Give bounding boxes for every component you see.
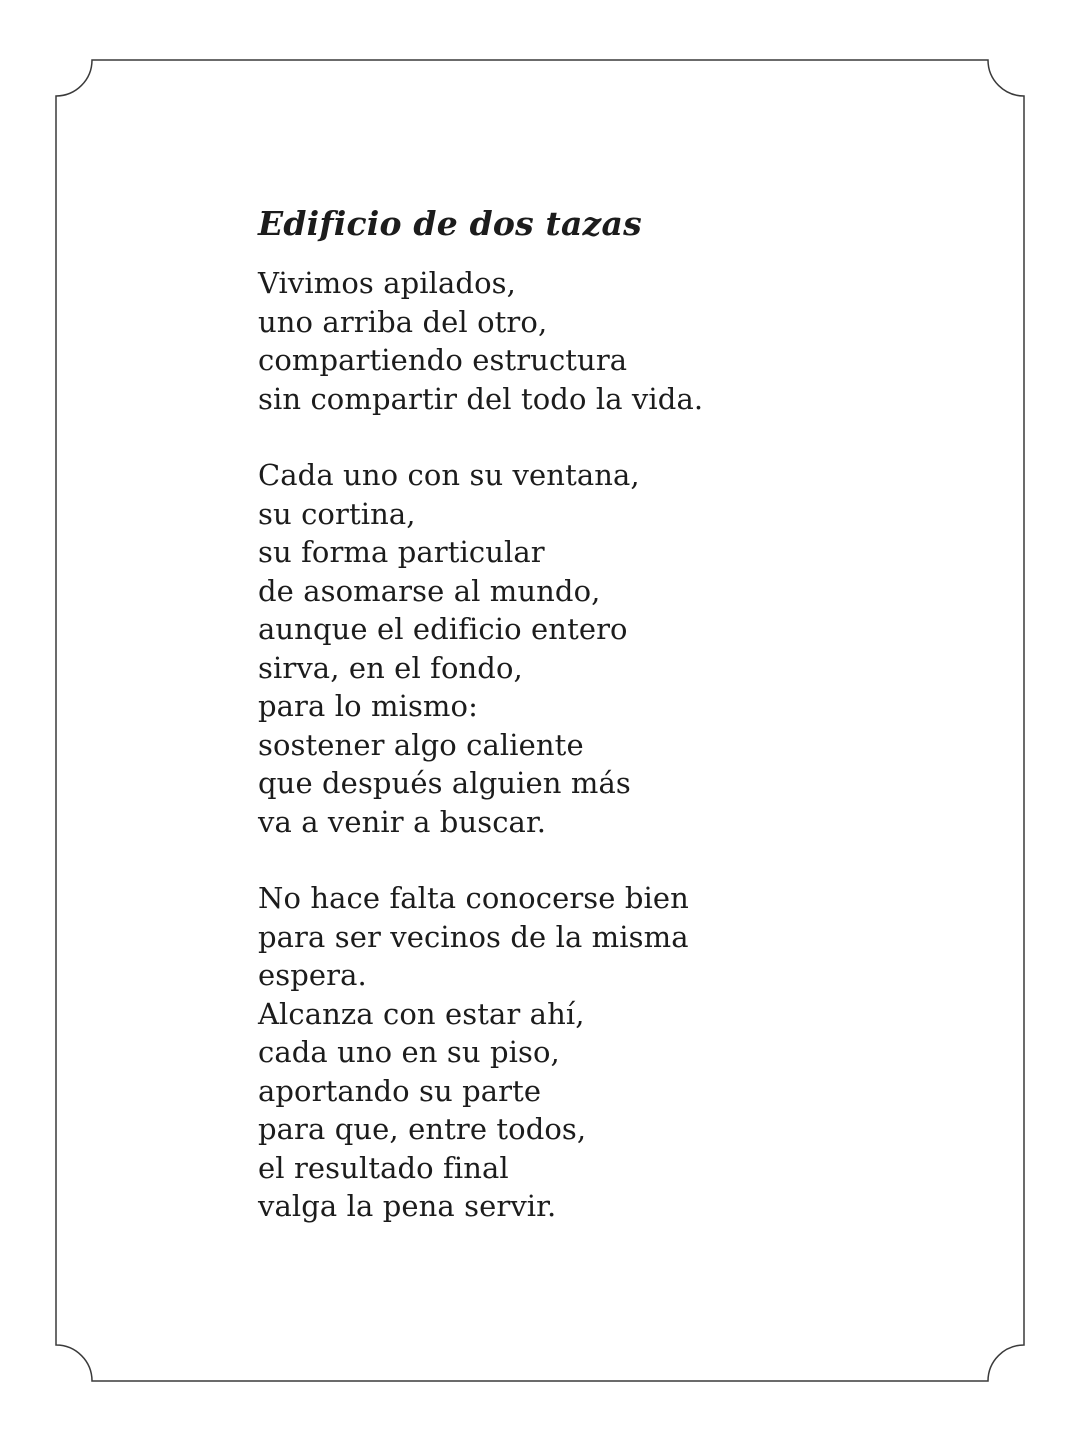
poem-line: valga la pena servir. — [258, 1189, 557, 1223]
poem-line: su cortina, — [258, 496, 416, 531]
poem-line: el resultado final — [258, 1150, 509, 1185]
poem-line: sirva, en el fondo, — [258, 650, 523, 685]
poem-line: cada uno en su piso, — [258, 1035, 560, 1069]
stanza-2 — [258, 456, 938, 841]
poem-line: para ser vecinos de la misma — [258, 919, 689, 954]
poem-title: Edificio de dos tazas — [258, 204, 642, 243]
poem-line: aunque el edificio entero — [258, 612, 628, 646]
poem-line: No hace falta conocerse bien — [258, 881, 689, 915]
stanza-3 — [258, 879, 938, 1226]
poem-line: para lo mismo: — [258, 689, 478, 723]
poem-line: compartiendo estructura — [258, 343, 628, 377]
poem-line: sostener algo caliente — [258, 727, 584, 762]
poem-line: su forma particular — [258, 535, 545, 569]
poem-line: sin compartir del todo la vida. — [258, 381, 704, 416]
poem-line: Vivimos apilados, — [258, 266, 516, 300]
poem — [258, 200, 938, 1264]
poem-line: que después alguien más — [258, 766, 631, 800]
poem-line: Cada uno con su ventana, — [258, 458, 640, 492]
stanza-1 — [258, 264, 938, 418]
poem-line: para que, entre todos, — [258, 1112, 587, 1146]
poem-line: uno arriba del otro, — [258, 304, 548, 339]
poem-line: Alcanza con estar ahí, — [258, 996, 585, 1031]
poem-line: va a venir a buscar. — [258, 804, 547, 839]
poem-line: espera. — [258, 958, 367, 992]
poem-line: aportando su parte — [258, 1073, 542, 1108]
poem-line: de asomarse al mundo, — [258, 573, 601, 608]
